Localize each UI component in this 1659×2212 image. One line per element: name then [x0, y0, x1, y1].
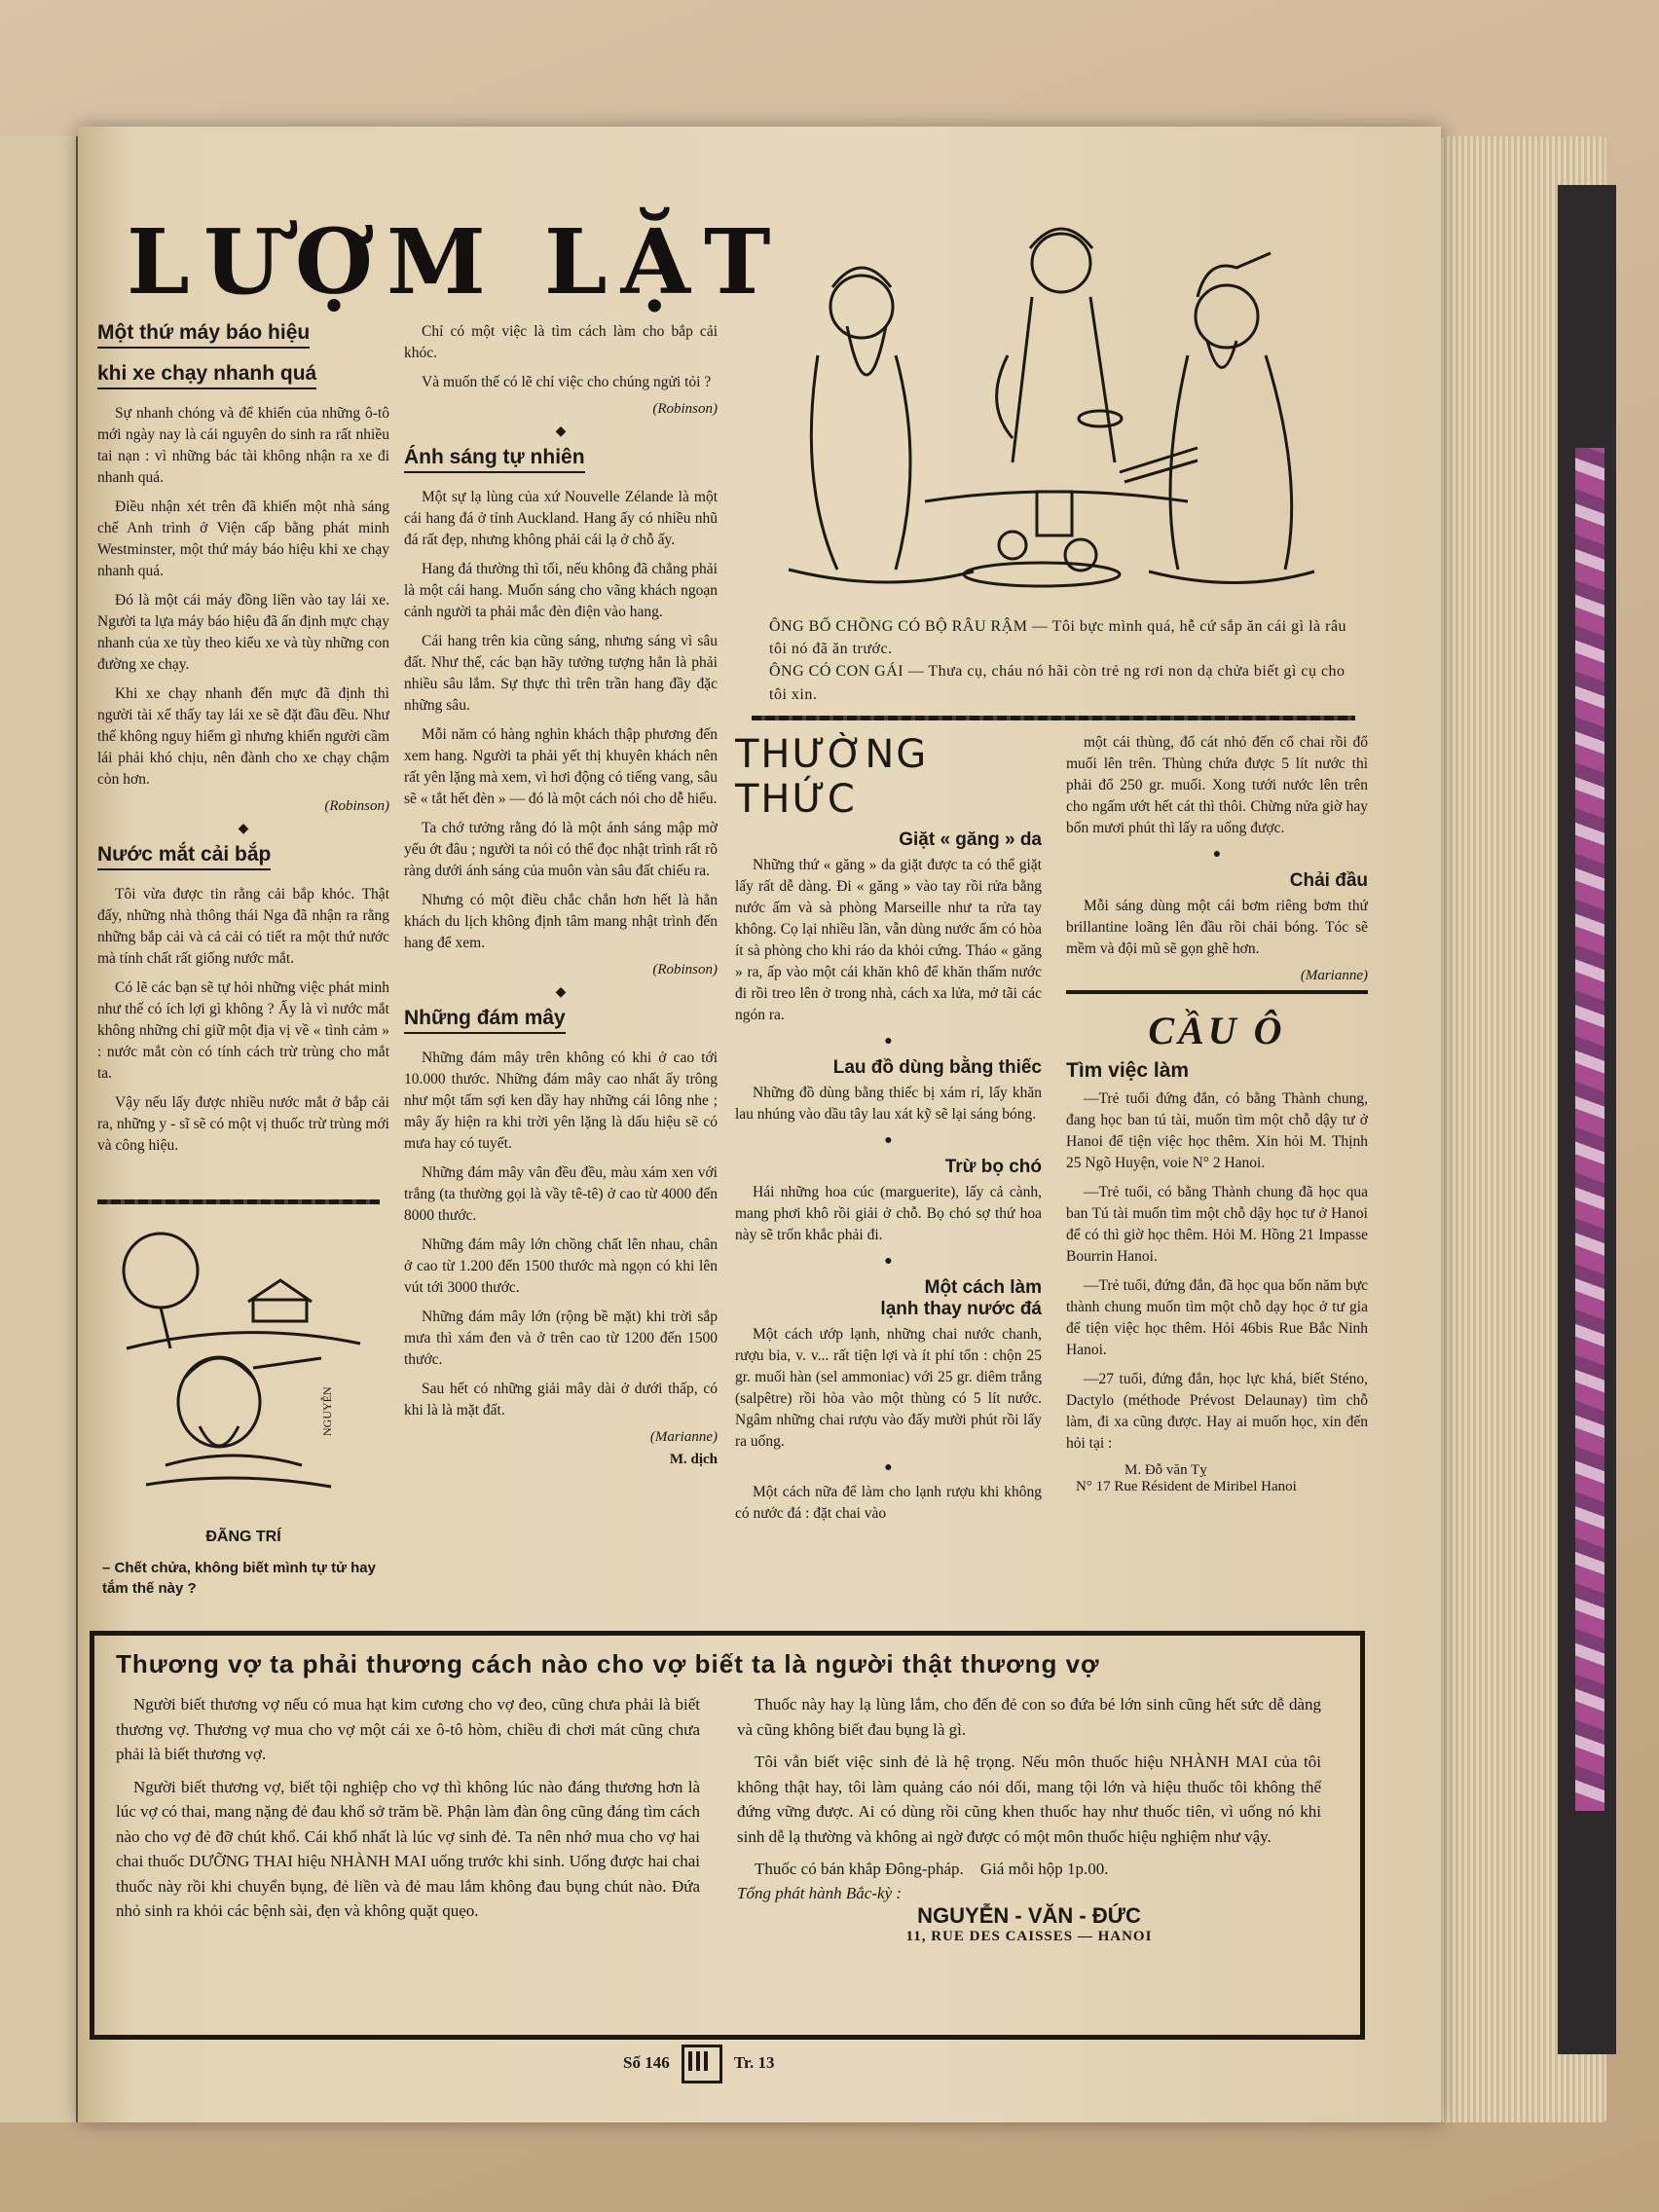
paragraph	[737, 1857, 1321, 1882]
paragraph: Mỗi năm có hàng nghìn khách thập phương đến xem hang. Người ta phải yết thị khuyên khách nên rất yên lặng mà xem, vì hơi động có tiếng vang, sâu sẽ « tắt hết đèn » — đó là một cách nói cho dễ hiểu.	[404, 726, 718, 807]
cartoon-drowning-man	[107, 1222, 370, 1504]
column-3	[735, 732, 1042, 1628]
article-title: Nước mắt cải bắp	[97, 843, 271, 870]
paragraph: Khi xe chạy nhanh đến mực đã định thì người tài xế thấy tay lái xe sẽ đặt đầu đều. Như thế không nguy hiểm gì nhưng khiến người cầm lái phải khó chịu, nên đành cho xe chạy chậm còn hơn.	[97, 685, 389, 788]
ad-distributor-label: Tổng phát hành Bắc-kỳ :	[737, 1883, 903, 1902]
section-title: THƯỜNG THỨC	[735, 732, 929, 822]
paragraph: Có lẽ các bạn sẽ tự hỏi những việc phát minh như thế có ích lợi gì không ? Ấy là vì nước mắt không những chỉ giữ một địa vị về « tình cảm » : nước mắt còn có tính cách trừ trùng cho mắt ta.	[97, 979, 389, 1082]
column-1	[97, 321, 389, 1198]
signature: M. Đỗ văn Tỵ	[1124, 1462, 1207, 1478]
paragraph: Những đám mây lớn chồng chất lên nhau, chân ở cao từ 1.200 đến 1500 thước mà ngọn có khi lên vút tới 3000 thước.	[404, 1236, 718, 1296]
bullet-separator-icon: ●	[1212, 847, 1222, 862]
paragraph: Những đám mây lớn (rộng bề mặt) khi trời sắp mưa thì xám đen và ở trên cao từ 1200 đến 1500 thước.	[404, 1309, 718, 1368]
paragraph: Những đám mây vân đều đều, màu xám xen với trắng (ta thường gọi là vầy tê-tê) ở cao từ 4000 đến 8000 thước.	[404, 1164, 718, 1224]
article-subtitle: Tìm việc làm	[1066, 1059, 1190, 1082]
issue-number: Số 146	[623, 2052, 670, 2072]
cartoon-title: ĐÃNG TRÍ	[205, 1529, 281, 1545]
paragraph: Một sự lạ lùng của xứ Nouvelle Zélande là một cái hang đá ở tỉnh Auckland. Hang ấy có nhiều nhũ đá rất đẹp, nhưng không phải cái lạ ở chỗ ấy.	[404, 489, 718, 548]
caption-line: ÔNG CÓ CON GÁI — Thưa cụ, cháu nó hãi còn trẻ ng rơi non dạ chửa biết gì cụ cho tôi xin.	[769, 663, 1346, 703]
signature: (Robinson)	[652, 401, 718, 417]
article-title: Giặt « găng » da	[899, 830, 1042, 850]
paragraph: —Trẻ tuổi, đứng đắn, đã học qua bốn năm bực thành chung muốn tìm một chỗ dạy học ở tư gia để tiện việc học thêm. Hỏi 46bis Rue Bắc Ninh Hanoi.	[1066, 1277, 1368, 1358]
paragraph: Những thứ « găng » da giặt được ta có thể giặt lấy rất dễ dàng. Đi « găng » vào tay rồi rửa bằng nước ấm và sà phòng Marseille như ta rửa tay không. Cọ lại nhiều lần, vẫn dùng nước ấm có hòa ít sà phòng cho khi ráo da khỏi cứng. Tháo « găng » ra, ấp vào một cái khăn khô để khăn thấm nước đi rồi treo lên ở trong nhà, cách xa lửa, mở tãi các ngón ra.	[735, 857, 1042, 1023]
paragraph: Một cách ướp lạnh, những chai nước chanh, rượu bia, v. v... rất tiện lợi và ít phí tổn : chộn 25 gr. muối hàn (sel ammoniac) với 25 gr. diêm trắng (salpêtre) rồi hòa vào một thùng có 5 lít nước. Ngâm những chai rượu vào đấy mười phút rồi lấy ra uống.	[735, 1326, 1042, 1450]
ad-left-column	[116, 1692, 700, 1932]
paragraph: Người biết thương vợ, biết tội nghiệp cho vợ thì không lúc nào đáng thương hơn là lúc vợ có thai, mang nặng đẻ đau khổ sở trăm bề. Phận làm đàn ông cũng đáng tìm cách nào cho vợ đẻ đỡ chút khổ. Cái khổ nhất là lúc vợ sinh đẻ. Ta nên nhớ mua cho vợ hai chai thuốc DƯỠNG THAI hiệu NHÀNH MAI uống trước khi sinh. Uống được hai chai thuốc này rồi khi chuyển bụng, đẻ liền và đẻ mau lắm không đau bụng chút nào. Đứa nhỏ sinh ra khỏi các bệnh sài, đẹn và không quặt quẹo.	[116, 1777, 700, 1920]
page-number: Tr. 13	[733, 2052, 775, 2072]
signature: (Robinson)	[324, 798, 389, 814]
paragraph: Điều nhận xét trên đã khiến một nhà sáng chế Anh trình ở Viện cấp bằng phát minh Westminster, một thứ máy báo hiệu khi xe chạy nhanh quá.	[97, 498, 389, 579]
illustration-caption	[769, 615, 1353, 706]
column-4	[1066, 732, 1368, 1628]
paragraph: Chỉ có một việc là tìm cách làm cho bắp cải khóc.	[404, 323, 718, 361]
paragraph: Những đồ dùng bằng thiếc bị xám rỉ, lấy khăn lau nhúng vào dầu tây lau xát kỹ sẽ lại sáng bóng.	[735, 1085, 1042, 1123]
article-title: Trừ bọ chó	[944, 1157, 1042, 1177]
advertisement-box	[90, 1631, 1365, 2040]
bullet-separator-icon: ●	[884, 1034, 893, 1049]
paragraph: Nhưng có một điều chắc chắn hơn hết là hẳn khách du lịch không định tâm mang nhật trình đến hang để xem.	[404, 892, 718, 951]
paragraph: —Trẻ tuổi, có bằng Thành chung đã học qua ban Tú tài muốn tìm một chỗ dậy học tư ở Hanoi để có thì giờ học thêm. Hỏi M. Hồng 21 Impasse Bourrin Hanoi.	[1066, 1184, 1368, 1265]
paragraph: Tôi vẫn biết việc sinh đẻ là hệ trọng. Nếu môn thuốc hiệu NHÀNH MAI của tôi không thật hay, tôi làm quảng cáo nói dối, mang tội lớn và hiệu thuốc tôi không thể đứng vững được. Ai có dùng rồi cũng khen thuốc hay như thuốc tiên, vì uống nó khi sinh dễ lạ thường và không ai ngờ được có một môn thuốc hiệu nghiệm như vậy.	[737, 1752, 1321, 1846]
article-title: Những đám mây	[404, 1007, 566, 1034]
svg-text:NGUYỄN: NGUYỄN	[320, 1386, 334, 1436]
bullet-separator-icon: ●	[884, 1460, 893, 1475]
page-title: LƯỢM LẶT	[127, 209, 785, 314]
paragraph: Cái hang trên kia cũng sáng, nhưng sáng vì sâu đất. Như thế, các bạn hãy tưởng tượng hẳn là phải nhiều sâu lắm. Sự thực thì trên trần hang đầy đặc những sâu.	[404, 633, 718, 714]
diamond-separator-icon: ◆	[238, 822, 249, 836]
bullet-separator-icon: ●	[884, 1133, 893, 1148]
article-title: Một thứ máy báo hiệu	[97, 321, 310, 349]
article-title: Một cách làm	[924, 1277, 1042, 1298]
signature: (Marianne)	[649, 1429, 718, 1445]
diamond-separator-icon: ◆	[555, 424, 567, 439]
column-2	[404, 321, 718, 1626]
paragraph: Và muốn thế có lẽ chỉ việc cho chúng ngửi tỏi ?	[422, 374, 712, 390]
paragraph: Tôi vừa được tin rằng cải bắp khóc. Thật đấy, những nhà thông thái Nga đã nhận ra rằng những bắp cải và cả cải có tiết ra một thứ nước mà tính chất rất giống nước mắt.	[97, 886, 389, 967]
paragraph: Những đám mây trên không có khi ở cao tới 10.000 thước. Những đám mây cao nhất ấy trông như một tấm sợi ken dầy hay những cái lông nhe ; mây ấy hiện ra khi trời yên lặng là dấu hiệu sẽ có mưa hay có tuyết.	[404, 1050, 718, 1152]
divider	[97, 1199, 380, 1204]
paragraph: Một cách nữa để làm cho lạnh rượu khi không có nước đá : đặt chai vào	[735, 1484, 1042, 1522]
illustration-family-meal	[779, 209, 1324, 604]
caption-line: ÔNG BỐ CHỒNG CÓ BỘ RÂU RẬM — Tôi bực mình quá, hễ cứ sắp ăn cái gì là râu tôi nó đã ăn trước.	[769, 618, 1347, 658]
ad-distributor-name: NGUYỄN - VĂN - ĐỨC	[917, 1902, 1141, 1928]
signature: (Robinson)	[652, 962, 718, 977]
ad-price: Giá mỗi hộp 1p.00.	[979, 1860, 1109, 1878]
page-footer	[623, 2045, 774, 2083]
cartoon-caption: – Chết chửa, không biết mình tự tử hay tắm thế này ?	[102, 1560, 376, 1597]
paragraph: Mỗi sáng dùng một cái bơm riêng bơm thứ brillantine loãng lên đầu rồi chải bóng. Tóc sẽ mềm và đội mũ sẽ gọn ghẽ hơn.	[1066, 898, 1368, 957]
article-subtitle: khi xe chạy nhanh quá	[97, 362, 316, 389]
section-title: CẦU Ô	[1148, 1009, 1286, 1052]
paragraph: một cái thùng, đổ cát nhỏ đến cổ chai rồi đổ muối lên trên. Thùng chứa được 5 lít nước thì phải đổ 250 gr. muối. Xong tưới nước lên trên cho ngấm ướt hết cát thì thôi. Chừng nửa giờ hay bốn mươi phút thì lấy ra uống được.	[1066, 734, 1368, 836]
paragraph: Thuốc này hay lạ lùng lắm, cho đến đẻ con so đứa bé lớn sinh cũng hết sức dễ dàng và cũng không biết đau bụng là gì.	[737, 1695, 1321, 1739]
newspaper-logo-icon	[682, 2045, 722, 2083]
ad-address: 11, RUE DES CAISSES — HANOI	[905, 1928, 1153, 1944]
paragraph: Sự nhanh chóng và để khiến của những ô-tô mới ngày nay là cái nguyên do sinh ra rất nhiều tai nạn : vì những bác tài không nhận ra xe đi nhanh quá.	[97, 405, 389, 486]
paragraph: Đó là một cái máy đồng liền vào tay lái xe. Người ta lựa máy báo hiệu đã ấn định mực chạy nhanh của xe tùy theo kiểu xe và tùy những con đường xe chạy.	[97, 592, 389, 673]
paragraph: Hái những hoa cúc (marguerite), lấy cả cành, mang phơi khô rồi giải ở chỗ. Bọ chó sợ thứ hoa này sẽ trốn khắc phải đi.	[735, 1184, 1042, 1243]
paragraph: —Trẻ tuổi đứng đắn, có bằng Thành chung, đang học ban tú tài, muốn tìm một chỗ dậy tư ở Hanoi để tiện việc học thêm. Xin hỏi M. Thịnh 25 Ngõ Huyện, voie N° 2 Hanoi.	[1066, 1090, 1368, 1171]
article-title: Chải đầu	[1289, 870, 1368, 891]
article-title: Lau đồ dùng bằng thiếc	[832, 1057, 1042, 1078]
ad-availability: Thuốc có bán khắp Đông-pháp.	[755, 1860, 964, 1878]
bullet-separator-icon: ●	[884, 1254, 893, 1269]
signature: (Marianne)	[1300, 968, 1368, 983]
paragraph: Vậy nếu lấy được nhiều nước mắt ở bắp cải ra, những y - sĩ sẽ có một vị thuốc trừ trùng mới và công hiệu.	[97, 1094, 389, 1154]
divider	[1066, 990, 1368, 994]
ad-right-column	[737, 1692, 1321, 1945]
paragraph: Người biết thương vợ nếu có mua hạt kim cương cho vợ đeo, cũng chưa phải là biết thương vợ. Thương vợ mua cho vợ một cái xe ô-tô hòm, chiều đi chơi mát cũng chưa phải là biết thương vợ.	[116, 1695, 700, 1763]
paragraph: Ta chớ tưởng rằng đó là một ánh sáng mập mờ yếu ớt đâu ; người ta nói có thể đọc nhật trình rất rõ ràng dưới ánh sáng của muôn vàn sâu đất chiếu ra.	[404, 820, 718, 879]
address: N° 17 Rue Résident de Miribel Hanoi	[1076, 1479, 1297, 1494]
paragraph: Hang đá thường thì tối, nếu không đã chẳng phải là một cái hang. Muốn sáng cho vãng khách ngoạn cảnh người ta phải mắc đèn điện vào hang.	[404, 561, 718, 620]
ad-title: Thương vợ ta phải thương cách nào cho vợ biết ta là người thật thương vợ	[116, 1649, 1100, 1678]
article-title: Ánh sáng tự nhiên	[404, 446, 585, 473]
paragraph: —27 tuổi, đứng đắn, học lực khá, biết Sténo, Dactylo (méthode Prévost Delaunay) tìm chỗ làm, đi xa cũng được. Hay ai muốn học, xin đến hỏi tại :	[1066, 1371, 1368, 1452]
paragraph: Sau hết có những giải mây dài ở dưới thấp, có khi là là mặt đất.	[404, 1381, 718, 1419]
translator-credit: M. dịch	[669, 1452, 718, 1467]
bookmark-ribbon	[1575, 448, 1604, 1811]
divider	[752, 716, 1355, 720]
diamond-separator-icon: ◆	[555, 985, 567, 1000]
article-subtitle: lạnh thay nước đá	[880, 1299, 1042, 1319]
left-page-sliver	[0, 136, 79, 2122]
